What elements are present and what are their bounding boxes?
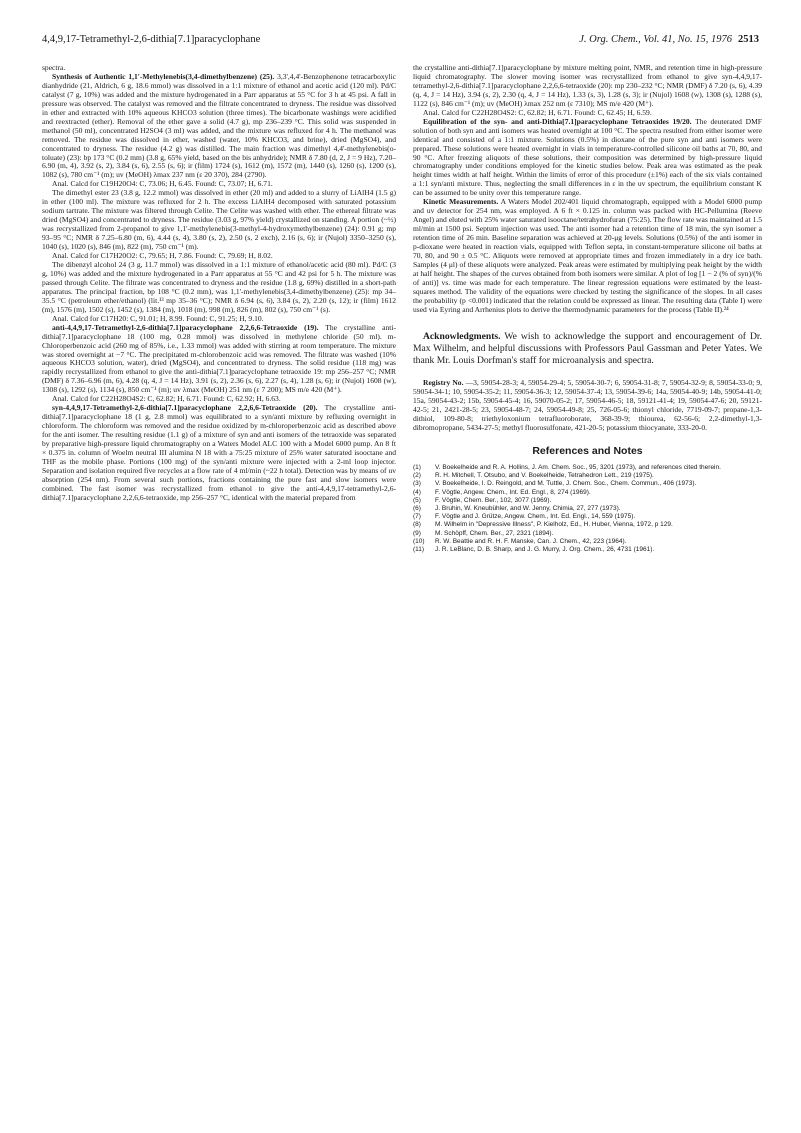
reference-number: (1) <box>413 463 421 471</box>
paragraph-text: The deuterated DMF solution of both syn and anti isomers was heated overnight at 100 °C. The spectra resulted from either isomer were identical and consisted of a 1:1 mixture. Solutions (0.5%) in dioxane of the pure syn and anti isomers were prepared. These solutions were heated overnight in vials in temperature-controlled silicone oil baths at 70, 80, and 90 °C. After freezing aliquots of these solutions, their composition was determined by high-pressure liquid chromatography under conditions employed for the kinetic studies below. Peak area was estimated as the peak height times width at half height. Within the limits of error of this procedure (±1%) each of the six vials contained a 1:1 syn/anti mixture. Thus, neglecting the small differences in ε in the uv spectrum, the equilibrium constant K can be assumed to be unity over this temperature range. <box>413 116 762 198</box>
journal-name: J. Org. Chem., Vol. 41, No. 15, 1976 <box>579 34 732 45</box>
paragraph-text: We wish to acknowledge the support and encouragement of Dr. Max Wilhelm, and helpful discussions with Professors Paul Gassman and Peter Yates. We thank Mr. Louis Dorfman's staff for microanalysis and spectra. <box>413 330 762 367</box>
section-heading: Registry No. <box>423 378 464 388</box>
reference-text: M. Schöpff, Chem. Ber., 27, 2321 (1894). <box>435 529 554 537</box>
paragraph: The dimethyl ester 23 (3.8 g, 12.2 mmol) was dissolved in ether (20 ml) and added to a slurry of LiAlH4 (1.5 g) in ether (100 ml). The mixture was refluxed for 2 h. The excess LiAlH4 decomposed with saturated potassium sodium tartrate. The mixture was filtered through Celite. The Celite was washed with ether. The ethereal filtrate was dried (MgSO4) and concentrated to dryness. The residue (3.03 g, 97% yield) crystallized on standing. A portion (~½) was recrystallized from 2-propanol to give 1,1'-methylenebis(3-methyl-4-hydroxymethylbenzene) (24): 0.91 g; mp 93–95 °C; NMR δ 7.25–6.80 (m, 6), 4.44 (s, 4), 3.80 (s, 2), 2.50 (s, 2 exch), 2.16 (s, 6); ir (Nujol) 3350–3250 (s), 1040 (s), 1020 (s), 846 (m), 822 (m), 750 cm⁻¹ (m). <box>42 188 396 252</box>
reference-number: (3) <box>413 480 421 488</box>
paragraph: Anal. Calcd for C17H20: C, 91.01; H, 8.99. Found: C, 91.25; H, 9.10. <box>52 313 264 323</box>
reference-text: V. Boekelheide and R. A. Hollins, J. Am. Chem. Soc., 95, 3201 (1973), and references cited therein. <box>435 463 721 471</box>
section-heading: Synthesis of Authentic 1,1'-Methylenebis(3,4-dimethylbenzene) (25). <box>52 71 275 81</box>
references-list <box>413 464 762 554</box>
section-heading: Kinetic Measurements. <box>423 197 499 207</box>
page-header <box>42 34 759 50</box>
reference-number: (11) <box>413 546 425 553</box>
paragraph-text: 3,3',4,4'-Benzophenone tetracarboxylic dianhydride (21, Aldrich, 6 g, 18.6 mmol) was dissolved in a 1:1 mixture of ethanol and acetic acid (120 ml). Pd/C catalyst (7 g, 10%) was added and the mixture hydrogenated in a Parr apparatus at 55 °C for 3 h at 45 psi. A fall in pressure was observed. The catalyst was removed and the filtrate concentrated to dryness. The residue was dissolved in ether and extracted with 10% aqueous KHCO3 solution (three times). The bicarbonate washings were acidified and reextracted (ether). Removal of the ether gave a solid (4.7 g), mp 236–239 °C. This solid was suspended in methanol (50 ml), concentrated H2SO4 (3 ml) was added, and the mixture was refluxed for 4 h. The methanol was removed. The residue was dissolved in ether, washed (water, 10% KHCO3, and brine), dried (MgSO4), and concentrated to dryness. The residue (4.2 g) was distilled. The main fraction was dimethyl 4,4'-methylenebis(o-toluate) (23): bp 173 °C (0.2 mm) (3.8 g, 65% yield, based on the bis anhydride); NMR δ 7.80 (d, 2, J = 9 Hz), 7.20–6.90 (m, 4), 3.92 (s, 2), 3.84 (s, 6), 2.55 (s, 6); ir (film) 1724 (s), 1612 (m), 1572 (m), 1440 (s), 1260 (s), 1200 (s), 1082 (s), 780 cm⁻¹ (m); uv (MeOH) λmax 237 nm (ε 20 370), 284 (2790). <box>42 71 396 180</box>
acknowledgments <box>413 331 762 368</box>
reference-item <box>413 538 762 546</box>
left-column <box>42 64 396 503</box>
reference-item <box>413 480 762 488</box>
reference-item <box>413 546 762 554</box>
reference-item <box>413 513 762 521</box>
reference-number: (5) <box>413 496 421 504</box>
reference-number: (2) <box>413 472 421 480</box>
reference-number: (7) <box>413 513 421 521</box>
reference-item <box>413 464 762 472</box>
reference-text: M. Wilhelm in "Depressive Illness", P. Kielholz, Ed., H. Huber, Vienna, 1972, p 129. <box>435 521 673 529</box>
reference-number: (4) <box>413 488 421 496</box>
paragraph <box>42 404 396 502</box>
reference-text: F. Vögtle, Angew. Chem., Int. Ed. Engl., 8, 274 (1969). <box>435 488 591 496</box>
paragraph <box>413 198 762 314</box>
reference-item <box>413 505 762 513</box>
reference-text: F. Vögtle and J. Grütze, Angew. Chem., Int. Ed. Engl., 14, 559 (1975). <box>435 513 636 521</box>
section-heading: Equilibration of the syn- and anti-Dithia[7.1]paracyclophane Tetraoxides 19/20. <box>423 116 692 126</box>
paragraph <box>42 73 396 180</box>
paragraph: Anal. Calcd for C19H20O4: C, 73.06; H, 6.45. Found: C, 73.07; H, 6.71. <box>52 179 273 189</box>
section-heading: syn-4,4,9,17-Tetramethyl-2,6-dithia[7.1]paracyclophane 2,2,6,6-Tetraoxide (20). <box>52 403 318 413</box>
paragraph: Anal. Calcd for C22H28O4S2: C, 62.82; H, 6.71. Found: C, 62.92; H, 6.63. <box>52 394 281 404</box>
paragraph-text: —3, 59054-28-3; 4, 59054-29-4; 5, 59054-30-7; 6, 59054-31-8; 7, 59054-32-9; 8, 59054-33-0; 9, 59054-34-1; 10, 59054-35-2; 11, 59054-36-3; 12, 59054-37-4; 13, 59054-39-6; 14a, 59054-40-9; 14b, 59054-41-0; 15a, 59054-43-2; 15b, 59054-45-4; 16, 59070-05-2; 17, 59054-46-5; 18, 59121-41-4; 19, 59054-47-6; 20, 59121-42-5; 21, 2421-28-5; 23, 59054-48-7; 24, 59054-49-8; 25, 726-05-6; thionyl chloride, 7719-09-7; propane-1,3-dithiol, 109-80-8; triethyloxonium tetrafluoroborate, 368-39-9; thiourea, 62-56-6; 2,2-dimethyl-1,3-dibromopropane, 5434-27-5; methyl fluorosulfonate, 421-20-5; potassium thiocyanate, 333-20-0. <box>413 378 762 433</box>
paragraph: Anal. Calcd for C17H20O2: C, 79.65; H, 7.86. Found: C, 79.69; H, 8.02. <box>52 251 273 261</box>
paragraph <box>42 324 396 396</box>
paragraph <box>413 118 762 199</box>
journal-citation <box>579 34 759 45</box>
section-heading: anti-4,4,9,17-Tetramethyl-2,6-dithia[7.1]paracyclophane 2,2,6,6-Tetraoxide (19). <box>52 322 319 332</box>
reference-number: (8) <box>413 521 421 529</box>
reference-text: R. H. Mitchell, T. Otsubo, and V. Boekelheide, Tetrahedron Lett., 219 (1975). <box>435 472 654 480</box>
references-title: References and Notes <box>532 445 643 458</box>
section-heading: Acknowledgments. <box>423 330 501 342</box>
reference-text: F. Vögtle, Chem. Ber., 102, 3077 (1969). <box>435 496 552 504</box>
reference-number: (9) <box>413 529 421 537</box>
reference-item <box>413 472 762 480</box>
paragraph: The dibenzyl alcohol 24 (3 g, 11.7 mmol) was dissolved in a 1:1 mixture of ethanol/acetic acid (80 ml). Pd/C (3 g, 10%) was added and the mixture hydrogenated in a Parr apparatus at 55 °C and 42 psi for 5 h. The mixture was passed through Celite. The filtrate was concentrated to dryness and the residue (1.8 g, 69%) distilled in a short-path apparatus. The principal fraction, bp 108 °C (0.2 mm), was 1,1'-methylenebis(3,4-dimethylbenzene) (25): mp 34–35.5 °C (petroleum ether/ethanol) (lit.¹³ mp 35–36 °C); NMR δ 6.94 (s, 6), 3.84 (s, 2), 2.20 (s, 12); ir (film) 1612 (m), 1576 (m), 1502 (s), 1452 (s), 1384 (m), 1018 (m), 998 (m), 826 (m), 802 (s), 750 cm⁻¹ (s). <box>42 259 396 314</box>
reference-item <box>413 497 762 505</box>
running-title: 4,4,9,17-Tetramethyl-2,6-dithia[7.1]paracyclophane <box>42 34 261 45</box>
reference-item <box>413 521 762 529</box>
registry-numbers <box>413 379 762 433</box>
paragraph: spectra. <box>42 63 66 72</box>
reference-text: R. W. Beattie and R. H. F. Manske, Can. J. Chem., 42, 223 (1964). <box>435 537 627 545</box>
reference-item <box>413 530 762 538</box>
paragraph-text: The crystalline anti-dithia[7.1]paracyclophane 18 (100 mg, 0.28 mmol) was dissolved in methylene chloride (50 ml). m-Chloroperbenzoic acid (260 mg of 85%, i.e., 1.33 mmol) was added with stirring at room temperature. The mixture was stored overnight at −7 °C. The precipitated m-chlorobenzoic acid was removed. The filtrate was washed (10% aqueous KHCO3 solution, water), dried (MgSO4), and concentrated to dryness. The solid residue (118 mg) was rapidly recrystallized from ethanol to give the anti-dithia[7.1]paracyclophane tetraoxide 19: mp 256–257 °C; NMR (DMF) δ 7.36–6.96 (m, 6), 4.28 (q, 4, J = 14 Hz), 3.91 (s, 2), 2.36 (s, 6), 2.27 (s, 4), 1.28 (s, 6); ir (Nujol) 1608 (w), 1308 (s), 1292 (s), 1134 (s), 850 cm⁻¹ (m); uv λmax (MeOH) 251 nm (ε 7 200); MS m/e 420 (M⁺). <box>42 322 396 395</box>
paragraph-text: The crystalline anti-dithia[7.1]paracyclophane 18 (1 g, 2.8 mmol) was equilibrated to a syn/anti mixture by refluxing overnight in chloroform. The chloroform was removed and the residue oxidized by m-chloroperbenzoic acid as described above for the anti isomer. The resulting residue (1.1 g) of a mixture of syn and anti isomers of the tetraoxide was separated by preparative high-pressure liquid chromatography on a Waters Model ALC 100 with a Model 6000 pump. An 8 ft × 0.375 in. column of Woelm neutral III alumina N 18 with a 75:25 mixture of 25% water saturated isooctane and THF as the mobile phase. Portions (100 mg) of the syn/anti mixture were injected with a 2-ml loop injector. Separation and isolation required five recycles at a flow rate of 4 ml/min (~22 h total). Detection was by means of uv absorption (254 nm). From several such portions, fractions containing the pure fast and slow isomers were combined. The fast isomer was recrystallized from ethanol to give the anti-4,4,9,17-tetramethyl-2,6-dithia[7.1]paracyclophane 2,2,6,6-tetraoxide, mp 256–257 °C, identical with the material prepared from <box>42 403 396 502</box>
reference-number: (6) <box>413 504 421 512</box>
reference-text: V. Boekelheide, I. D. Reingold, and M. Tuttle, J. Chem. Soc., Chem. Commun., 406 (1973). <box>435 480 697 488</box>
reference-text: J. Bruhin, W. Kneubühler, and W. Jenny, Chimia, 27, 277 (1973). <box>435 504 621 512</box>
paragraph: the crystalline anti-dithia[7.1]paracyclophane by mixture melting point, NMR, and retention time in high-pressure liquid chromatography. The slower moving isomer was recrystallized from ethanol to give syn-4,4,9,17-tetramethyl-2,6-dithia[7.1]paracyclophane 2,2,6,6-tetraoxide (20): mp 230–232 °C; NMR (DMF) δ 7.20 (s, 6), 4.39 (q, 4, J = 14 Hz), 3.94 (s, 2), 2.30 (q, 4, J = 14 Hz), 1.33 (s, 3), 1.28 (s, 3); ir (Nujol) 1608 (w), 1308 (s), 1288 (s), 1122 (s), 846 cm⁻¹ (m); uv (MeOH) λmax 252 nm (ε 7310); MS m/e 420 (M⁺). <box>413 63 762 108</box>
reference-number: (10) <box>413 537 425 545</box>
paragraph: Anal. Calcd for C22H28O4S2: C, 62.82; H, 6.71. Found: C, 62.45; H, 6.59. <box>423 107 652 117</box>
right-column <box>413 64 762 554</box>
page-number: 2513 <box>738 34 759 45</box>
reference-item <box>413 489 762 497</box>
reference-text: J. R. LeBlanc, D. B. Sharp, and J. G. Murry, J. Org. Chem., 26, 4731 (1961). <box>435 546 655 553</box>
paragraph-text: A Waters Model 202/401 liquid chromatograph, equipped with a Model 6000 pump and uv detector for 254 nm, was employed. A 6 ft × 0.125 in. column was packed with HC-Pellumina (Reeve Angel) and eluted with 25% water saturated isooctane/tetrahydrofuran (75:25). The flow rate was maintained at 1.5 ml/min at 1500 psi. Septum injection was used. The anti isomer had a retention time of 18 min, the syn isomer a retention time of 26 min. Baseline separation was achieved at 20-μg levels. Solutions (0.5%) of the anti isomer in p-dioxane were heated in reaction vials, equipped with Teflon septa, in constant-temperature silicone oil baths at 70, 80, and 90 ± 0.5 °C. Aliquots were removed at appropriate times and frozen immediately in a dry ice bath. Samples (4 μl) of these aliquots were analyzed. Peak areas were estimated by multiplying peak height by the width at half height. The shapes of the curves obtained from both isomers were similar. A plot of log [1 − 2 (% of syn)/(% of anti)] vs. time was made for each temperature. The linear regression equations were estimated by the least-squares method. The validity of the equations were checked by testing the significance of the slopes. In all cases the probability (p <0.001) indicated that the relation could be expressed as linear. The resulting data (Table I) were used via Eyring and Arrhenius plots to derive the thermodynamic parameters for the process (Table II).²⁴ <box>413 197 762 314</box>
